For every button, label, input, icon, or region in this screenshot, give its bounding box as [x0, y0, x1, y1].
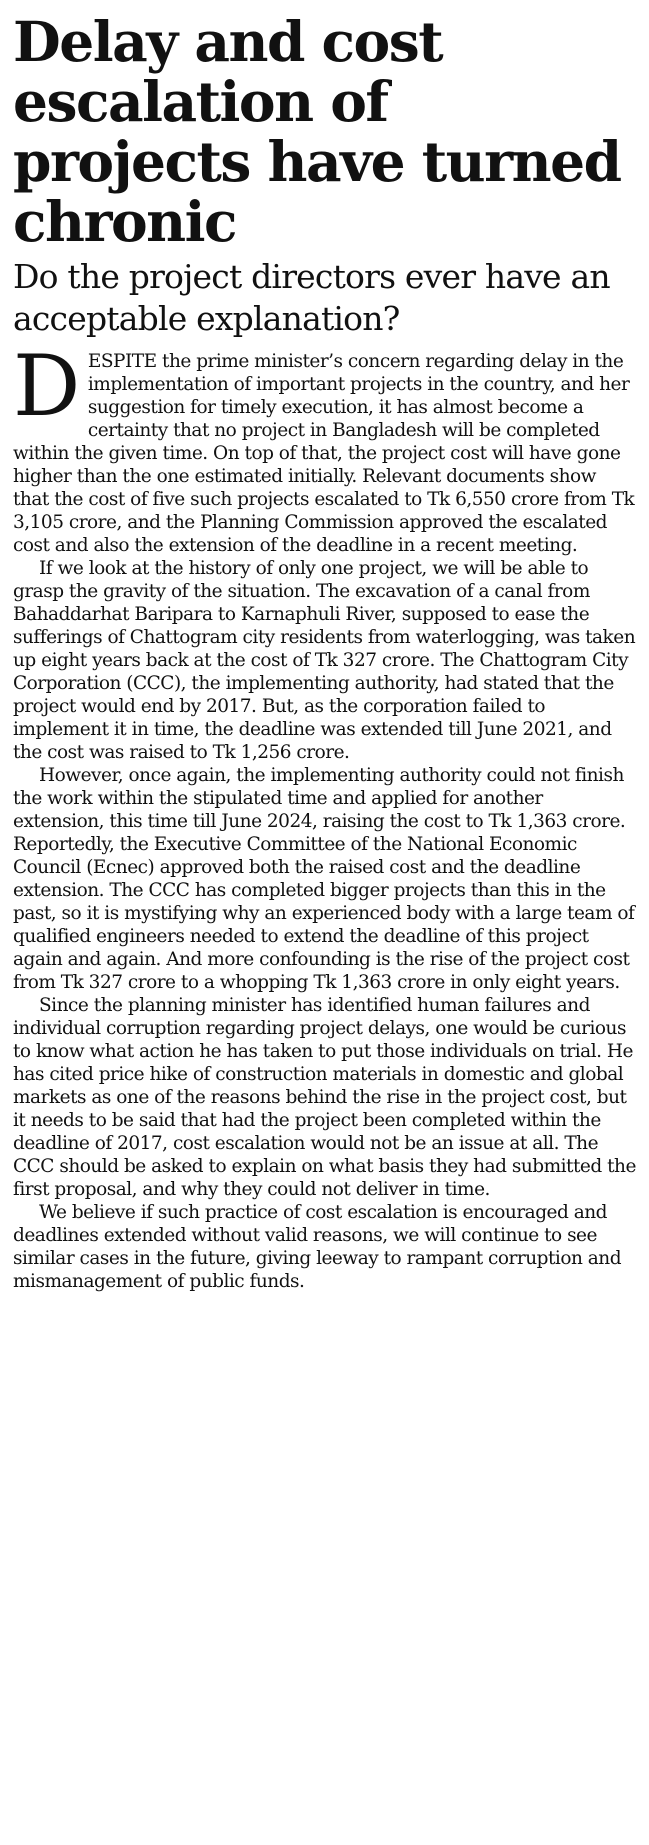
body-paragraph: We believe if such practice of cost escalation is encouraged and deadlines extended without valid reasons, we will continue to see similar cases in the future, giving leeway to rampant corruption and mismanagement of public funds. [13, 1202, 622, 1292]
body-paragraph: However, once again, the implementing authority could not finish the work within the stipulated time and applied for another extension, this time till June 2024, raising the cost to Tk 1,363 crore. Reportedly, the Executive Committee of the National Economic Council (Ecnec) approved both the raised cost and the deadline extension. The CCC has completed bigger projects than this in the past, so it is mystifying why an experienced body with a large team of qualified engineers needed to extend the deadline of this project again and again. And more confounding is the rise of the project cost from Tk 327 crore to a whopping Tk 1,363 crore in only eight years. [13, 765, 635, 993]
subheadline: Do the project directors ever have an acceptable explanation? [13, 257, 610, 338]
lead-paragraph [13, 337, 636, 557]
body-paragraph: Since the planning minister has identified human failures and individual corruption regarding project delays, one would be curious to know what action he has taken to put those individuals on trial. He has cited price hike of construction materials in domestic and global markets as one of the reasons behind the rise in the project cost, but it needs to be said that had the project been completed within the deadline of 2017, cost escalation would not be an issue at all. The CCC should be asked to explain on what basis they had submitted the first proposal, and why they could not deliver in time. [13, 995, 636, 1200]
body-paragraph: If we look at the history of only one project, we will be able to grasp the gravity of the situation. The excavation of a canal from Bahaddarhat Baripara to Karnaphuli River, supposed to ease the sufferings of Chattogram city residents from waterlogging, was taken up eight years back at the cost of Tk 327 crore. The Chattogram City Corporation (CCC), the implementing authority, had stated that the project would end by 2017. But, as the corporation failed to implement it in time, the deadline was extended till June 2021, and the cost was raised to Tk 1,256 crore. [13, 558, 636, 763]
lead-paragraph-text: ESPITE the prime minister’s concern regarding delay in the implementation of important projects in the country, and her suggestion for timely execution, it has almost become a certainty that no project in Bangladesh will be completed within the given time. On top of that, the project cost will have gone higher than the one estimated initially. Relevant documents show that the cost of five such projects escalated to Tk 6,550 crore from Tk 3,105 crore, and the Planning Commission approved the escalated cost and also the extension of the deadline in a recent meeting. [13, 351, 635, 556]
drop-cap: D [13, 337, 80, 435]
headline: Delay and cost escalation of projects have turned chronic [13, 9, 621, 254]
article-body [13, 337, 636, 1293]
